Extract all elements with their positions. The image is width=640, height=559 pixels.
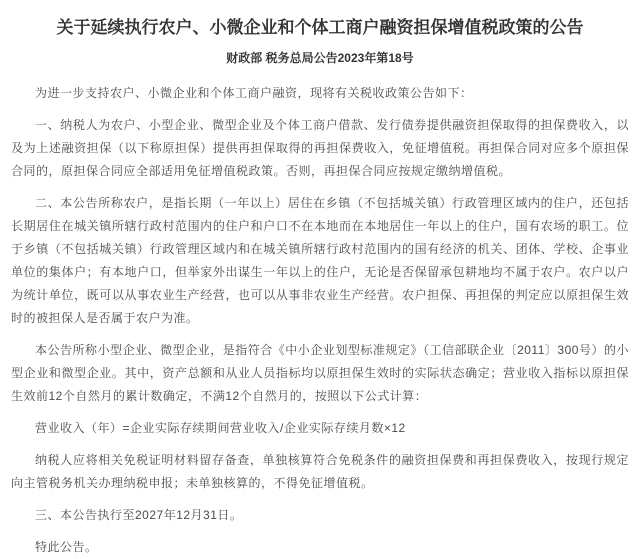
paragraph-article-2-definition-farmer: 二、本公告所称农户，是指长期（一年以上）居住在乡镇（不包括城关镇）行政管理区域内的住户，还包括长期居住在城关镇所辖行政村范围内的住户和户口不在本地而在本地居住一年以上的住户，国有农场的职工。位于乡镇（不包括城关镇）行政管理区域内和在城关镇所辖行政村范围内的国有经济的机关、团体、学校、企事业单位的集体户；有本地户口，但举家外出谋生一年以上的住户，无论是否保留承包耕地均不属于农户。农户以户为统计单位，既可以从事农业生产经营，也可以从事非农业生产经营。农户担保、再担保的判定应以原担保生效时的被担保人是否属于农户为准。 [11,196,629,325]
paragraph-definition-small-micro-enterprise: 本公告所称小型企业、微型企业，是指符合《中小企业划型标准规定》（工信部联企业〔2011〕300号）的小型企业和微型企业。其中，资产总额和从业人员指标均以原担保生效时的实际状态确定；营业收入指标以原担保生效前12个自然月的累计数确定，不满12个自然月的，按照以下公式计算： [11,343,629,403]
paragraph-article-3-effective-date: 三、本公告执行至2027年12月31日。 [35,508,243,522]
paragraph-closing: 特此公告。 [35,540,98,554]
paragraph-revenue-formula: 营业收入（年）=企业实际存续期间营业收入/企业实际存续月数×12 [35,421,406,435]
document-title: 关于延续执行农户、小微企业和个体工商户融资担保增值税政策的公告 [56,18,584,37]
document-issuer-number: 财政部 税务总局公告2023年第18号 [226,51,414,65]
paragraph-article-1: 一、纳税人为农户、小型企业、微型企业及个体工商户借款、发行债券提供融资担保取得的担保费收入，以及为上述融资担保（以下称原担保）提供再担保取得的再担保费收入，免征增值税。再担保合同对应多个原担保合同的，原担保合同应全部适用免征增值税政策。否则，再担保合同应按规定缴纳增值税。 [11,118,629,178]
paragraph-intro: 为进一步支持农户、小微企业和个体工商户融资，现将有关税收政策公告如下： [35,86,473,100]
paragraph-filing-requirements: 纳税人应将相关免税证明材料留存备查，单独核算符合免税条件的融资担保费和再担保费收入，按现行规定向主管税务机关办理纳税申报；未单独核算的，不得免征增值税。 [11,453,629,490]
